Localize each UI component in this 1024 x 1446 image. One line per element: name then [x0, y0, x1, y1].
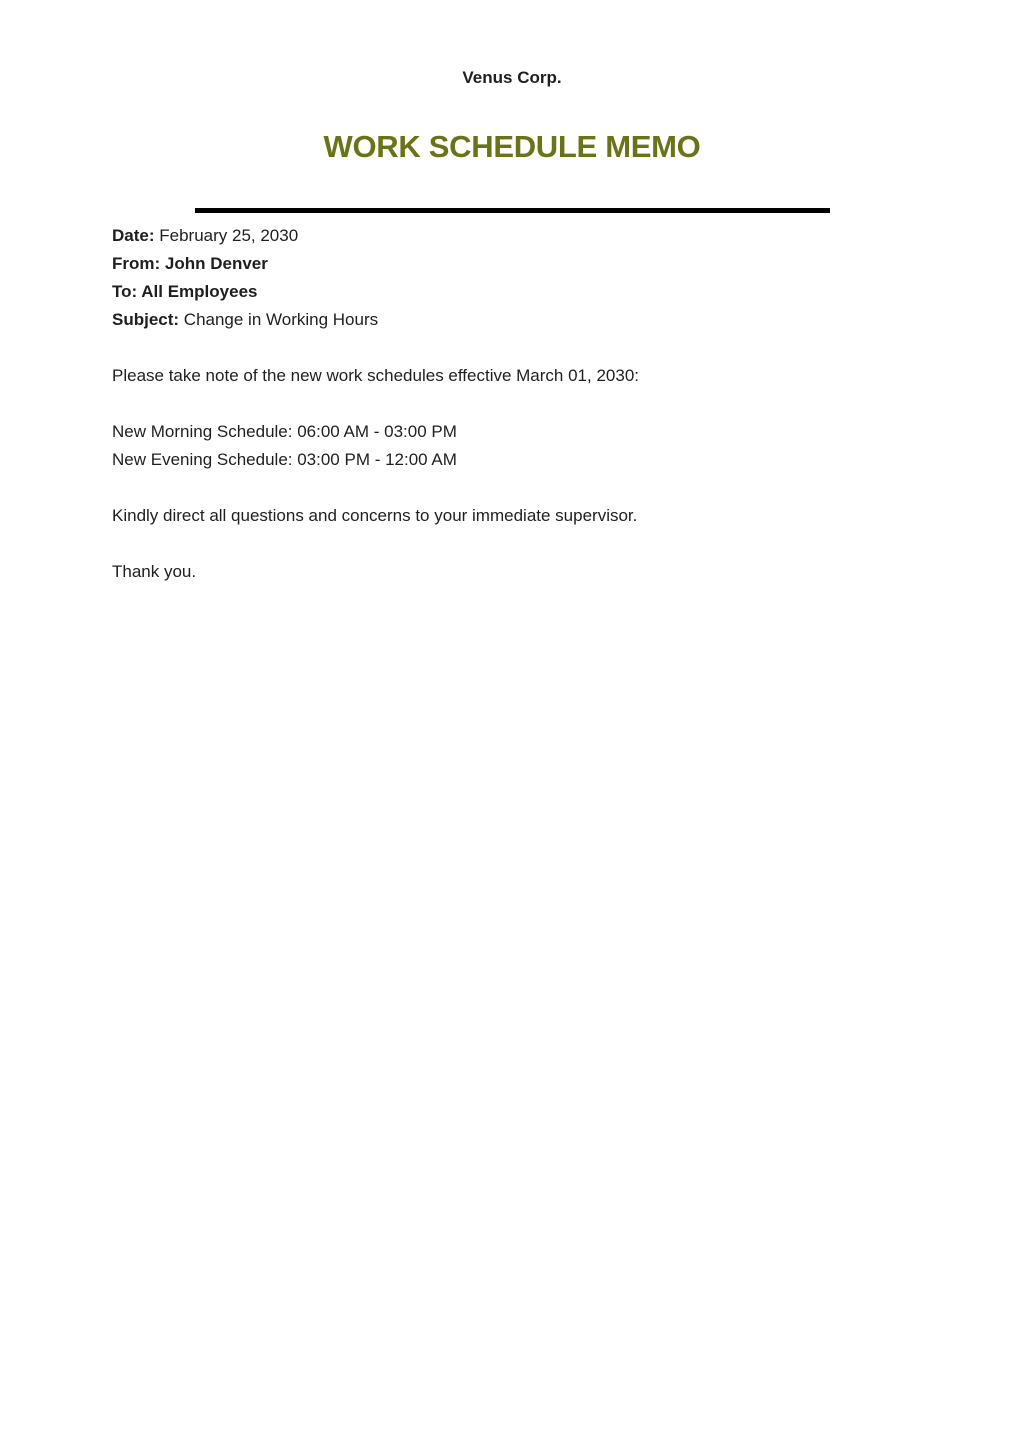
subject-line	[112, 306, 639, 334]
memo-title: WORK SCHEDULE MEMO	[323, 129, 701, 164]
note-paragraph: Kindly direct all questions and concerns to your immediate supervisor.	[112, 506, 638, 525]
company-name: Venus Corp.	[462, 68, 562, 87]
intro-paragraph: Please take note of the new work schedules effective March 01, 2030:	[112, 366, 639, 385]
date-line	[112, 222, 639, 250]
from-label: From:	[112, 254, 161, 273]
to-label: To:	[112, 282, 138, 301]
date-value: February 25, 2030	[154, 226, 299, 245]
spacer	[112, 530, 639, 558]
spacer	[112, 474, 639, 502]
from-line	[112, 250, 639, 278]
memo-body	[112, 222, 639, 586]
from-value: John Denver	[160, 254, 268, 273]
subject-value: Change in Working Hours	[179, 310, 379, 329]
spacer	[112, 334, 639, 362]
spacer	[112, 390, 639, 418]
date-label: Date:	[112, 226, 155, 245]
to-line	[112, 278, 639, 306]
header-divider	[195, 208, 830, 213]
to-value: All Employees	[137, 282, 258, 301]
subject-label: Subject:	[112, 310, 180, 329]
evening-schedule: New Evening Schedule: 03:00 PM - 12:00 AM	[112, 450, 457, 469]
morning-schedule: New Morning Schedule: 06:00 AM - 03:00 PM	[112, 422, 457, 441]
closing: Thank you.	[112, 562, 197, 581]
